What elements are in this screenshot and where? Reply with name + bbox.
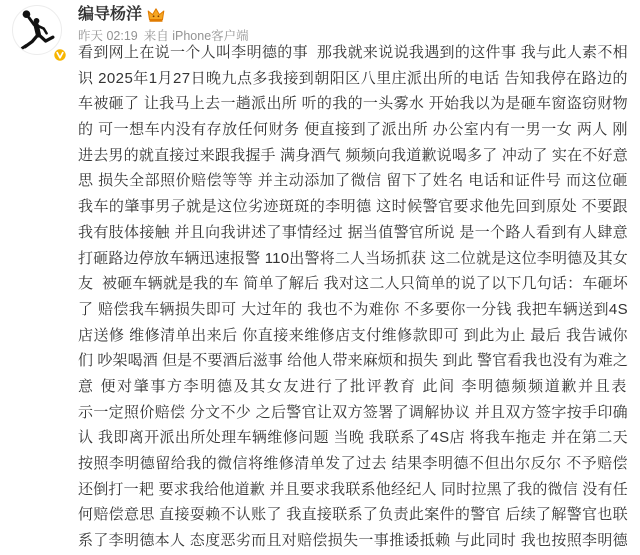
username[interactable]: 编导杨洋 (78, 6, 143, 23)
post-text-line: 示一定照价赔偿 分文不少 之后警官让双方签署了调解协议 并且双方签字按手印确 (78, 403, 628, 421)
post-text-line: 店送修 维修清单出来后 你直接来维修店支付维修款即可 到此为止 最后 我告诫你 (78, 326, 628, 344)
vip-crown-icon (147, 7, 165, 23)
verified-badge[interactable] (53, 48, 67, 62)
post-text-line: 何赔偿意思 直接耍赖不认账了 我直接联系了负责此案件的警官 后续了解警官也联 (78, 506, 628, 524)
post-text-line: 认 我即离开派出所处理车辆维修问题 当晚 我联系了4S店 将我车拖走 并在第二天 (78, 429, 628, 447)
author-row (78, 5, 165, 25)
post-text-line: 们 吵架喝酒 但是不要酒后滋事 给他人带来麻烦和损失 到此 警官看我也没有为难之 (78, 352, 628, 370)
post-text-line: 打砸路边停放车辆迅速报警 110出警将二人当场抓获 这二位就是这位李明德及其女 (78, 249, 628, 267)
post-source: 来自 iPhone客户端 (143, 29, 249, 43)
post-text-line: 了 赔偿我车辆损失即可 大过年的 我也不为难你 不多要你一分钱 我把车辆送到4S (78, 300, 628, 318)
post-text-line: 还倒打一耙 要求我给他道歉 并且要求我联系他经纪人 同时拉黑了我的微信 没有任 (78, 480, 628, 498)
post-text-line: 系了李明德本人 态度恶劣而且对赔偿损失一事推诿抵赖 与此同时 我也按照李明德 (78, 532, 628, 550)
post-text-line: 友 被砸车辆就是我的车 简单了解后 我对这二人只简单的说了以下几句话：车砸坏 (78, 275, 628, 293)
post-text-line: 思 损失全部照价赔偿等等 并主动添加了微信 留下了姓名 电话和证件号 而这位砸 (78, 172, 628, 190)
post-text-line: 我车的肇事男子就是这位劣迹斑斑的李明德 这时候警官要求他先回到原处 不要跟 (78, 198, 628, 216)
jumpman-logo-icon (13, 6, 61, 54)
post-text-line: 识 2025年1月27日晚九点多我接到朝阳区八里庄派出所的电话 告知我停在路边的 (78, 69, 628, 87)
verified-badge-icon (53, 48, 67, 62)
post-text-line: 车被砸了 让我马上去一趟派出所 听的我的一头雾水 开始我以为是砸车窗盗窃财物 (78, 95, 628, 113)
post-text-line: 的 可一想车内没有存放任何财务 便直接到了派出所 办公室内有一男一女 两人 刚 (78, 121, 628, 139)
post-text-line: 我有肢体接触 并且向我讲述了事情经过 据当值警官所说 是一个路人看到有人肆意 (78, 223, 628, 241)
post-text-line: 进去男的就直接过来跟我握手 满身酒气 频频向我道歉说喝多了 冲动了 实在不好意 (78, 146, 628, 164)
post-text-line: 看到网上在说一个人叫李明德的事 那我就来说说我遇到的这件事 我与此人素不相 (78, 44, 628, 61)
post-body (78, 40, 628, 554)
post-text-line: 按照李明德留给我的微信将维修清单发了过去 结果李明德不但出尔反尔 不予赔偿 (78, 455, 628, 472)
post-text-line: 意 便对肇事方李明德及其女友进行了批评教育 此间 李明德频频道歉并且表 (78, 377, 628, 395)
post-time[interactable]: 昨天 02:19 (78, 29, 138, 43)
member-badge[interactable] (147, 7, 165, 23)
